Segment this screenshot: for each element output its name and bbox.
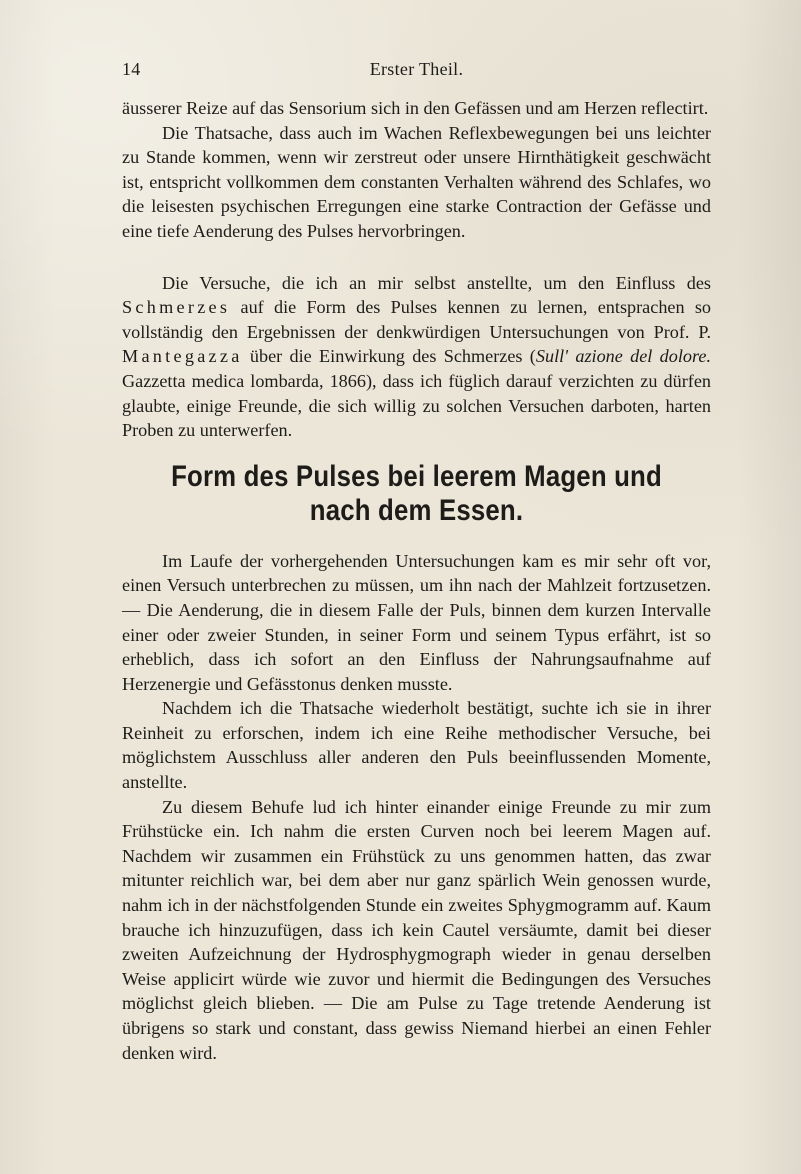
paragraph-3-text-1: Die Versuche, die ich an mir selbst anstellte, um den Einfluss des [162,272,711,293]
paragraph-3-text-2: auf die Form des Pulses kennen zu lernen, entsprachen so vollständig den Ergebnissen der denkwürdigen Untersuchungen von Prof. P. [122,297,711,342]
paragraph-2: Die Thatsache, dass auch im Wachen Reflexbewegungen bei uns leichter zu Stande kommen, wenn wir zerstreut oder unsere Hirnthätigkeit geschwächt ist, entspricht vollkommen dem constanten Verhalten während des Schlafes, wo die leisesten psychischen Erregungen eine starke Contraction der Gefässe und eine tiefe Aenderung des Pulses hervorbringen. [122,122,711,241]
paragraph-3-italic-citation: Sull' azione del dolore. [535,346,711,367]
section-gap [122,244,711,271]
page-number: 14 [122,59,141,79]
paragraph-1: äusserer Reize auf das Sensorium sich in den Gefässen und am Herzen reflectirt. [122,98,709,118]
paragraph-3-emphasis-schmerzes: Schmerzes [122,297,231,318]
paragraph-3-text-4: Gazzetta medica lombarda, 1866), dass ich füglich darauf verzichten zu dürfen glaubte, einige Freunde, die sich willig zu solchen Versuchen darboten, harten Proben zu unterwerfen. [122,370,711,441]
section-heading: Form des Pulses bei leerem Magen und nach dem Essen. [171,459,662,527]
page-header [122,56,711,82]
paragraph-3 [122,271,711,443]
running-head: Erster Theil. [369,59,464,79]
paragraph-4: Im Laufe der vorhergehenden Untersuchungen kam es mir sehr oft vor, einen Versuch unterbrechen zu müssen, um ihn nach der Mahlzeit fortzusetzen. — Die Aenderung, die in diesem Falle der Puls, binnen dem kurzen Intervalle einer oder zweier Stunden, in seiner Form und seinem Typus erfährt, ist so erheblich, dass ich sofort an den Einfluss der Nahrungsaufnahme auf Herzenergie und Gefässtonus denken musste. [122,550,711,694]
paragraph-3-emphasis-mantegazza: Mantegazza [122,346,243,367]
paragraph-3-text-3: über die Einwirkung des Schmerzes ( [242,346,536,367]
paragraph-6: Zu diesem Behufe lud ich hinter einander einige Freunde zu mir zum Frühstücke ein. Ich nahm die ersten Curven noch bei leerem Magen auf. Nachdem wir zusammen ein Frühstück zu uns genommen hatten, das zwar mitunter reichlich war, bei dem aber nur ganz spärlich Wein genossen wurde, nahm ich in der nächstfolgenden Stunde ein zweites Sphygmogramm auf. Kaum brauche ich hinzuzufügen, dass ich kein Cautel versäumte, damit bei dieser zweiten Aufzeichnung der Hydrosphygmograph wieder in genau derselben Weise applicirt würde wie zuvor und hiermit die Bedingungen des Versuches möglichst gleich blieben. — Die am Pulse zu Tage tretende Aenderung ist übrigens so stark und constant, dass gewiss Niemand hierbei an einen Fehler denken wird. [122,796,711,1063]
paragraph-5: Nachdem ich die Thatsache wiederholt bestätigt, suchte ich sie in ihrer Reinheit zu erforschen, indem ich eine Reihe methodischer Versuche, bei möglichstem Ausschluss aller anderen den Puls beeinflussenden Momente, anstellte. [122,698,711,793]
page-content [122,96,711,1065]
